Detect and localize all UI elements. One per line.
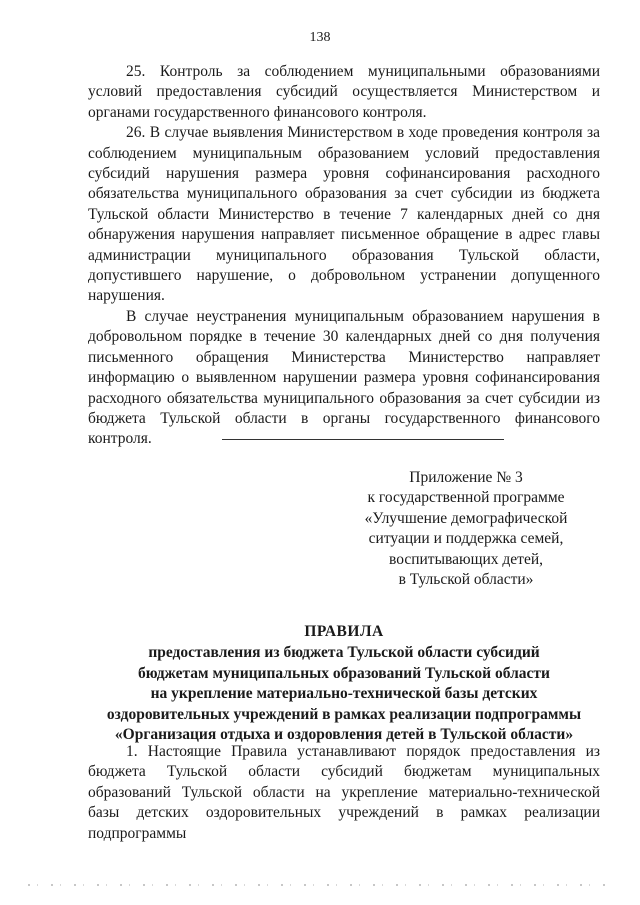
paragraph-1: 1. Настоящие Правила устанавливают порядок предоставления из бюджета Тульской области субсидий бюджетам муниципальных образований Тульской области на укрепление материально-технической базы детских оздоровительных учреждений в рамках реализации подпрограммы <box>88 743 600 842</box>
paragraph-26-continued: В случае неустранения муниципальным образованием нарушения в добровольном порядке в течение 30 календарных дней со дня получения письменного обращения Министерства Министерство направляет информацию о выявленном нарушении размера уровня софинансирования расходного обязательства муниципального образования за счет субсидии из бюджета Тульской области в органы государственного финансового контроля. <box>88 307 600 448</box>
rules-title-line-1: предоставления из бюджета Тульской области субсидий <box>148 644 540 662</box>
scan-artifact <box>28 884 612 886</box>
rules-title-line-4: оздоровительных учреждений в рамках реализации подпрограммы <box>106 705 582 723</box>
page-number: 138 <box>309 30 331 45</box>
rules-title-line-5: «Организация отдыха и оздоровления детей в Тульской области» <box>114 726 574 744</box>
rules-title <box>88 622 600 745</box>
rules-heading: ПРАВИЛА <box>304 623 384 640</box>
rules-title-line-2: бюджетам муниципальных образований Тульской области <box>138 664 550 682</box>
appendix-line-1: Приложение № 3 <box>409 469 523 486</box>
body-text-top <box>88 62 600 450</box>
appendix-line-3: «Улучшение демографической <box>364 509 568 527</box>
appendix-line-6: в Тульской области» <box>398 571 534 589</box>
body-text-bottom <box>88 742 600 844</box>
paragraph-25: 25. Контроль за соблюдением муниципальными образованиями условий предоставления субсидий осуществляется Министерством и органами государственного финансового контроля. <box>88 63 600 121</box>
appendix-line-5: воспитывающих детей, <box>388 550 544 568</box>
section-divider <box>222 439 504 440</box>
appendix-line-2: к государственной программе <box>367 489 565 507</box>
appendix-line-4: ситуации и поддержка семей, <box>368 530 564 548</box>
appendix-header <box>358 468 574 590</box>
rules-title-line-3: на укрепление материально-технической базы детских <box>150 685 538 703</box>
paragraph-26: 26. В случае выявления Министерством в ходе проведения контроля за соблюдением муниципальным образованием условий предоставления субсидий нарушения размера уровня софинансирования расходного обязательства муниципального образования за счет субсидии из бюджета Тульской области Министерство в течение 7 календарных дней со дня обнаружения нарушения направляет письменное обращение в адрес главы администрации муниципального образования Тульской области, допустившего нарушение, о добровольном устранении допущенного нарушения. <box>88 124 600 305</box>
